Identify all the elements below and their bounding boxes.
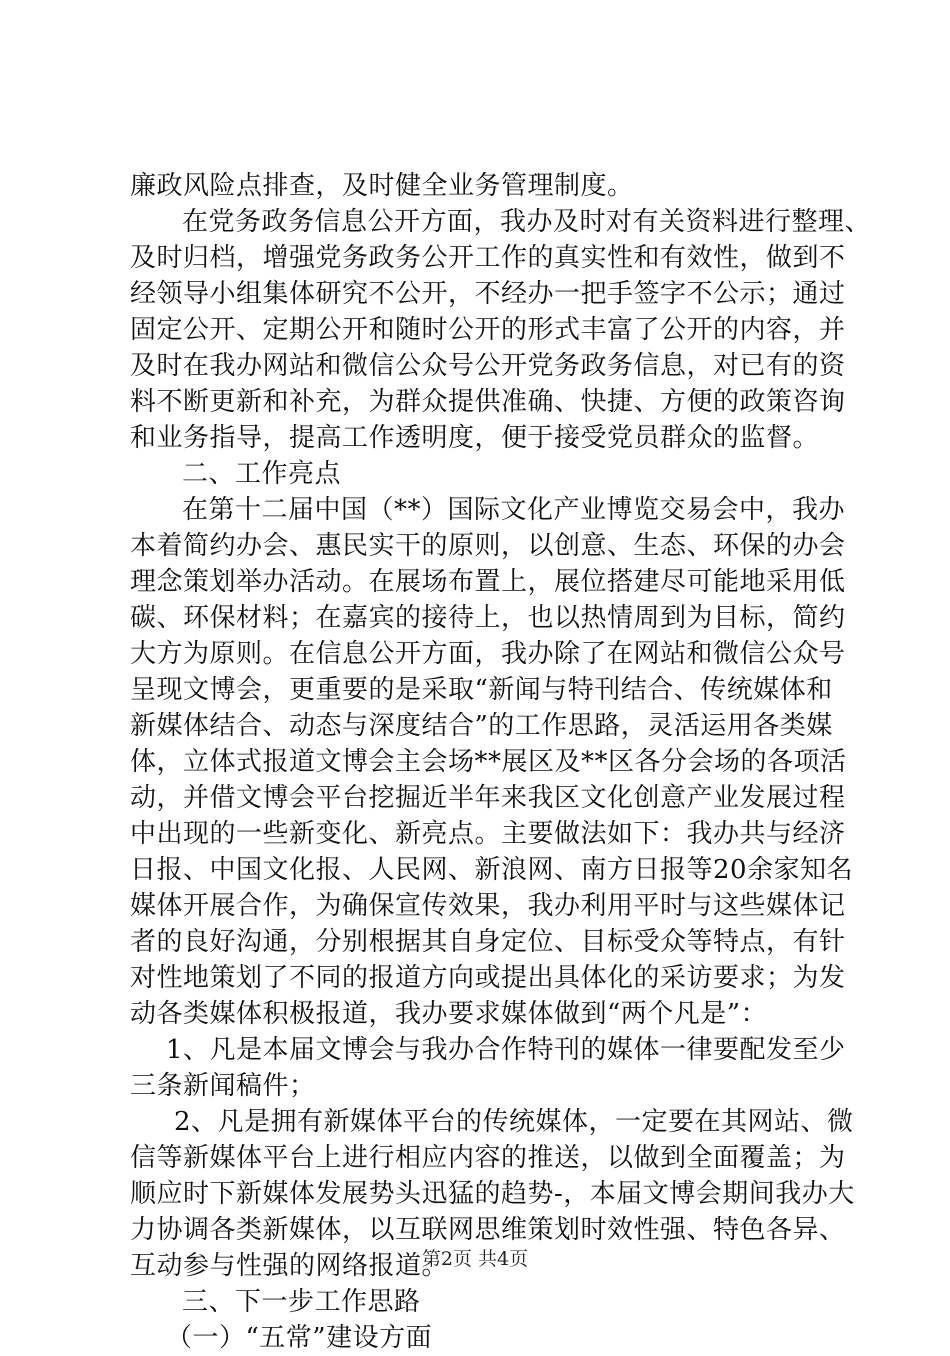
text-line-10: 在第十二届中国（**）国际文化产业博览交易会中，我办	[182, 495, 846, 525]
text-line-22: 者的良好沟通，分别根据其自身定位、目标受众等特点，有针	[130, 927, 846, 957]
list-item-1: 1、凡是本届文博会与我办合作特刊的媒体一律要配发至少	[166, 1035, 846, 1065]
text-line-15: 呈现文博会，更重要的是采取“新闻与特刊结合、传统媒体和	[130, 675, 833, 705]
text-line-29: 顺应时下新媒体发展势头迅猛的趋势-，本届文博会期间我办大	[130, 1179, 855, 1209]
section-heading-3: 三、下一步工作思路	[182, 1287, 421, 1317]
text-line-30: 力协调各类新媒体，以互联网思维策划时效性强、特色各异、	[130, 1215, 846, 1245]
text-line-13: 碳、环保材料；在嘉宾的接待上，也以热情周到为目标，简约	[130, 603, 846, 633]
text-line-31: 互动参与性强的网络报道。	[130, 1251, 449, 1281]
text-line-8: 和业务指导，提高工作透明度，便于接受党员群众的监督。	[130, 423, 820, 453]
text-line-6: 及时在我办网站和微信公众号公开党务政务信息，对已有的资	[130, 351, 846, 381]
list-item-2: 2、凡是拥有新媒体平台的传统媒体，一定要在其网站、微	[174, 1107, 854, 1137]
text-line-3: 及时归档，增强党务政务公开工作的真实性和有效性，做到不	[130, 243, 846, 273]
text-line-11: 本着简约办会、惠民实干的原则，以创意、生态、环保的办会	[130, 531, 846, 561]
text-line-21: 媒体开展合作，为确保宣传效果，我办利用平时与这些媒体记	[130, 891, 846, 921]
text-line-12: 理念策划举办活动。在展场布置上，展位搭建尽可能地采用低	[130, 567, 846, 597]
text-line-14: 大方为原则。在信息公开方面，我办除了在网站和微信公众号	[130, 639, 846, 669]
text-line-26: 三条新闻稿件；	[130, 1071, 316, 1101]
page-footer: 第2页 共4页	[421, 1248, 529, 1270]
section-heading-2: 二、工作亮点	[182, 459, 342, 489]
text-line-2: 在党务政务信息公开方面，我办及时对有关资料进行整理、	[182, 207, 872, 237]
text-line-23: 对性地策划了不同的报道方向或提出具体化的采访要求；为发	[130, 963, 846, 993]
text-line-20: 日报、中国文化报、人民网、新浪网、南方日报等20余家知名	[130, 855, 854, 885]
text-line-19: 中出现的一些新变化、新亮点。主要做法如下：我办共与经济	[130, 819, 846, 849]
text-line-5: 固定公开、定期公开和随时公开的形式丰富了公开的内容，并	[130, 315, 846, 345]
text-line-28: 信等新媒体平台上进行相应内容的推送，以做到全面覆盖；为	[130, 1143, 846, 1173]
document-body	[130, 168, 872, 1356]
text-line-18: 动，并借文博会平台挖掘近半年来我区文化创意产业发展过程	[130, 783, 846, 813]
text-line-17: 体，立体式报道文博会主会场**展区及**区各分会场的各项活	[130, 747, 847, 777]
text-line-4: 经领导小组集体研究不公开，不经办一把手签字不公示；通过	[130, 279, 846, 309]
text-line-1: 廉政风险点排查，及时健全业务管理制度。	[130, 171, 634, 201]
subsection-heading-1: （一）“五常”建设方面	[166, 1323, 433, 1353]
text-line-24: 动各类媒体积极报道，我办要求媒体做到“两个凡是”：	[130, 999, 768, 1029]
text-line-16: 新媒体结合、动态与深度结合”的工作思路，灵活运用各类媒	[130, 711, 833, 741]
text-line-7: 料不断更新和补充，为群众提供准确、快捷、方便的政策咨询	[130, 387, 846, 417]
